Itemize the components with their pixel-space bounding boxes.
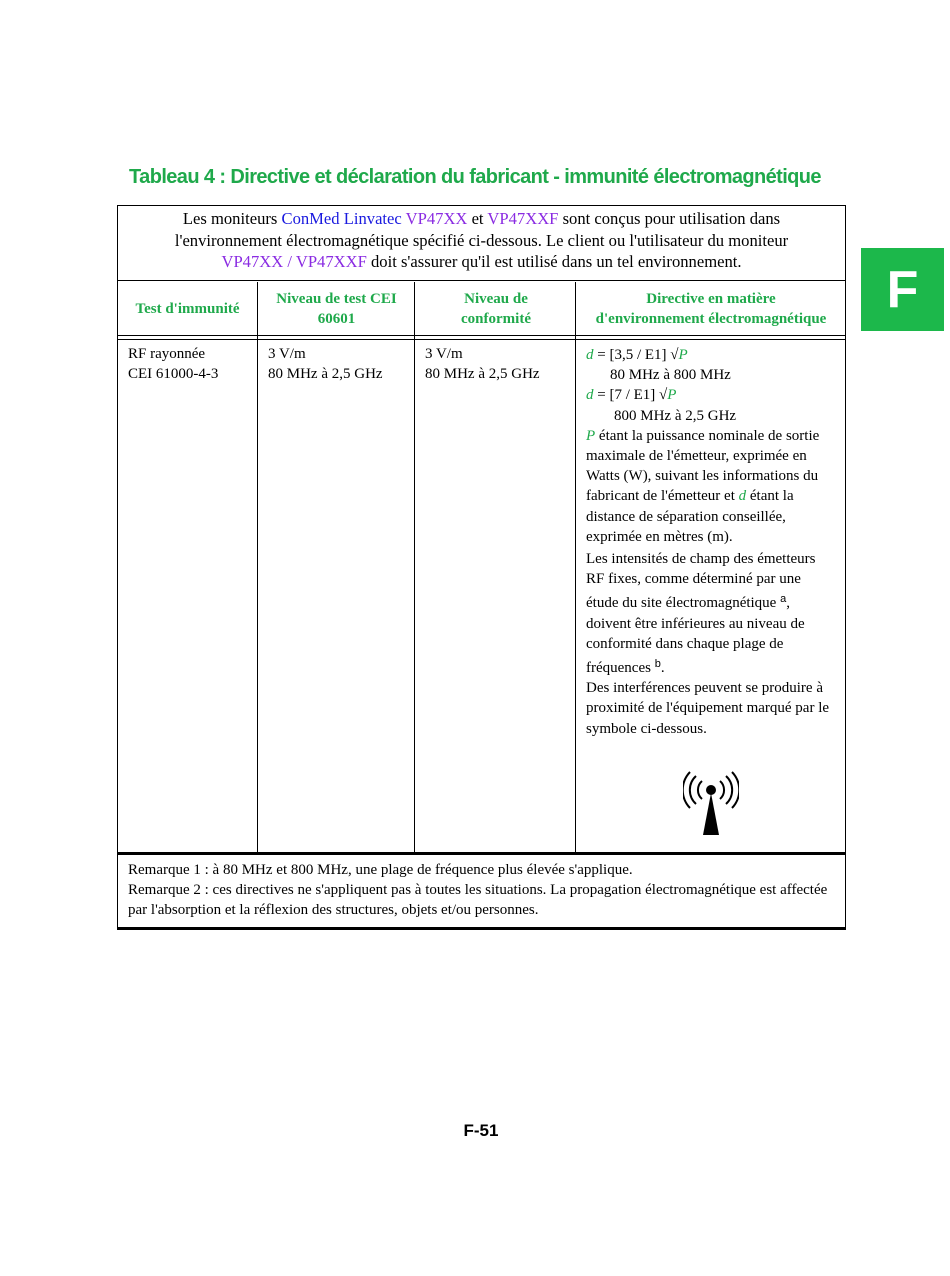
formula-1: d = [3,5 / E1] √P (586, 347, 688, 363)
cell-test-level: 3 V/m 80 MHz à 2,5 GHz (268, 346, 383, 382)
header-divider (118, 335, 845, 336)
header-compliance-level: Niveau de conformité (461, 291, 531, 327)
model-name: VP47XX (405, 209, 468, 228)
cell-test: RF rayonnée CEI 61000-4-3 (128, 346, 219, 382)
section-tab: F (861, 248, 944, 331)
column-divider (414, 282, 415, 852)
interference-text: Des interférences peuvent se produire à proximité de l'équipement marqué par le symbole ci-dessous. (586, 680, 830, 737)
column-divider (257, 282, 258, 852)
field-strength-text: Les intensités de champ des émetteurs RF fixes, comme déterminé par une étude du site électromagnétique $^a$, doivent être inférieures au niveau de conformité dans chaque plage de fréquences $^b$. (586, 551, 816, 677)
model-name: VP47XXF (487, 209, 559, 228)
cell-guidance: d = [3,5 / E1] √P 80 MHz à 800 MHz d = [7 / E1] √P 800 MHz à 2,5 GHz P étant la puissance nominale de sortie maximale de l'émetteur, exprimée en Watts (W), suivant les informations du fabricant de l'émetteur et d étant la distance de séparation conseillée, exprimée en mètres (m). Les intensités de champ des émetteurs RF fixes, comme déterminé par une étude du site électromagnétique $^a$, doivent être inférieures au niveau de conformité dans chaque plage de fréquences $^b$. Des interférences peuvent se produire à proximité de l'équipement marqué par le symbole ci-dessous. (586, 345, 836, 739)
table-notes (118, 852, 845, 920)
note-2: Remarque 2 : ces directives ne s'appliquent pas à toutes les situations. La propagation électromagnétique est affectée par l'absorption et la réflexion des structures, objets et/ou personnes. (128, 882, 828, 918)
header-test-level: Niveau de test CEI 60601 (276, 291, 397, 327)
brand-name: ConMed Linvatec (281, 209, 402, 228)
immunity-table (117, 205, 846, 930)
formula-2: d = [7 / E1] √P (586, 387, 677, 404)
header-test: Test d'immunité (135, 301, 240, 317)
column-divider (575, 282, 576, 852)
page-title: Tableau 4 : Directive et déclaration du fabricant - immunité électromagnétique (129, 166, 821, 188)
model-names: VP47XX / VP47XXF (221, 252, 367, 271)
table-intro: Les moniteurs ConMed Linvatec VP47XX et VP47XXF sont conçus pour utilisation dans l'environnement électromagnétique spécifié ci-dessous. Le client ou l'utilisateur du moniteur VP47XX / VP47XXF doit s'assurer qu'il est utilisé dans un tel environnement. (118, 206, 845, 281)
header-divider (118, 339, 845, 340)
power-explanation: P étant la puissance nominale de sortie maximale de l'émetteur, exprimée en Watts (W), suivant les informations du fabricant de l'émetteur et d étant la distance de séparation conseillée, exprimée en mètres (m). (586, 427, 820, 545)
note-1: Remarque 1 : à 80 MHz et 800 MHz, une plage de fréquence plus élevée s'applique. (128, 862, 633, 878)
cell-compliance-level: 3 V/m 80 MHz à 2,5 GHz (425, 346, 540, 382)
radio-transmitter-icon (683, 771, 739, 841)
page-number: F-51 (463, 1121, 499, 1140)
header-guidance: Directive en matière d'environnement électromagnétique (595, 291, 827, 327)
